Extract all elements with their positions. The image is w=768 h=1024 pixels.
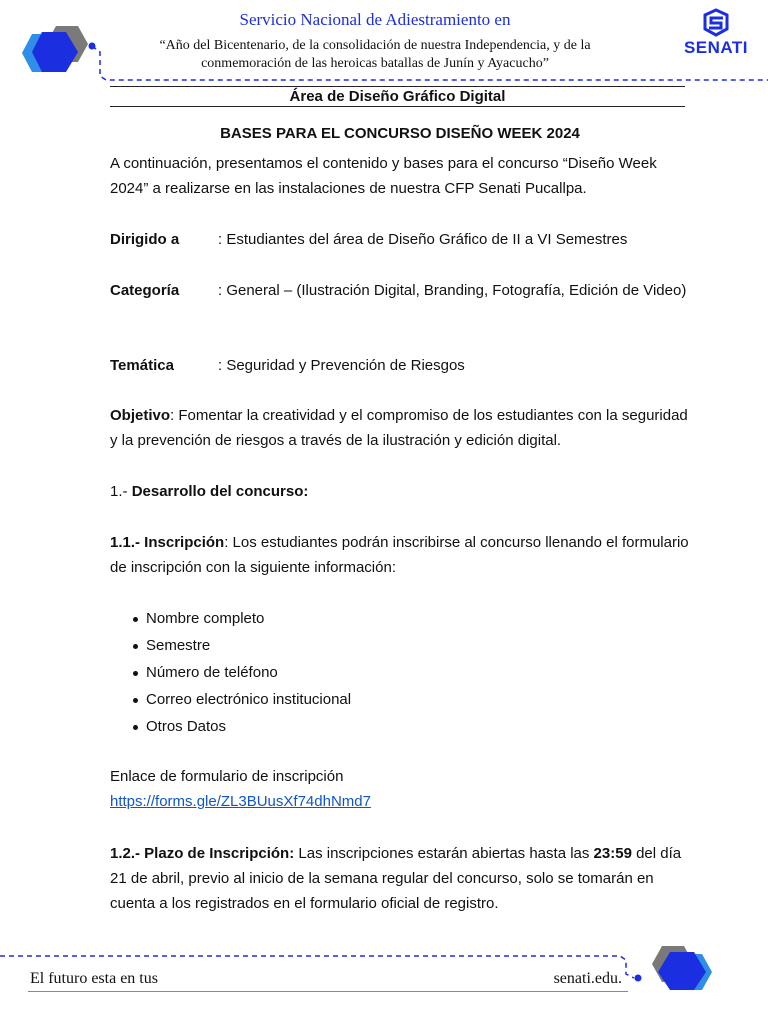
section-1-title: Desarrollo del concurso:	[131, 483, 309, 500]
footer-divider	[28, 991, 628, 992]
list-item: Número de teléfono	[110, 659, 351, 686]
header-institution-title: Servicio Nacional de Adiestramiento en	[239, 10, 511, 29]
section-1-2-time: 23:59	[593, 845, 632, 862]
connector-dot-icon	[635, 975, 642, 982]
section-1-2-text-end: del día 21 de abril, previo al inicio de la semana regular del concurso, solo se tomarán en cuenta a los registrados en el formulario oficial de registro.	[110, 845, 682, 912]
field-value: : Seguridad y Prevención de Riesgos	[218, 357, 465, 374]
enlace-block	[110, 764, 690, 814]
registration-info-list	[110, 605, 351, 740]
footer-slogan: El futuro esta en tus	[30, 970, 158, 987]
header-hexagon-decoration	[20, 24, 88, 74]
intro-paragraph: A continuación, presentamos el contenido y bases para el concurso “Diseño Week 2024” a realizarse en las instalaciones de nuestra CFP Senati Pucallpa.	[110, 155, 657, 197]
section-1-number: 1.-	[110, 483, 132, 500]
header-motto-line-2: conmemoración de las heroicas batallas de Junín y Ayacucho”	[201, 56, 549, 71]
objetivo-paragraph	[110, 403, 690, 453]
list-item: Correo electrónico institucional	[110, 686, 351, 713]
field-label: Dirigido a	[110, 231, 180, 248]
section-1-2-paragraph	[110, 841, 690, 916]
senati-logo-text: SENATI	[683, 38, 749, 57]
footer-website: senati.edu.	[553, 970, 622, 987]
section-1-heading	[110, 479, 690, 504]
header-motto	[110, 37, 640, 73]
section-1-1-paragraph	[110, 530, 690, 580]
field-tematica	[110, 353, 690, 378]
list-item: Otros Datos	[110, 713, 351, 740]
field-label: Categoría	[110, 282, 180, 299]
registration-form-link[interactable]: https://forms.gle/ZL3BUusXf74dhNmd7	[110, 793, 371, 810]
field-value: : General – (Ilustración Digital, Branding, Fotografía, Edición de Video)	[218, 282, 687, 299]
section-1-2-label: 1.2.- Plazo de Inscripción:	[110, 845, 295, 862]
enlace-label: Enlace de formulario de inscripción	[110, 768, 344, 785]
section-1-1-label: 1.1.- Inscripción	[110, 534, 225, 551]
section-1-2-text: Las inscripciones estarán abiertas hasta las	[294, 845, 594, 862]
field-categoria	[110, 278, 690, 303]
field-value: : Estudiantes del área de Diseño Gráfico de II a VI Semestres	[218, 231, 628, 248]
field-label: Temática	[110, 357, 174, 374]
list-item: Nombre completo	[110, 605, 351, 632]
objetivo-label: Objetivo	[110, 407, 171, 424]
area-title: Área de Diseño Gráfico Digital	[110, 86, 685, 107]
document-heading: BASES PARA EL CONCURSO DISEÑO WEEK 2024	[220, 125, 580, 142]
section-1-1-text: : Los estudiantes podrán inscribirse al concurso llenando el formulario de inscripción con la siguiente información:	[110, 534, 689, 576]
list-item: Semestre	[110, 632, 351, 659]
footer-hexagon-decoration	[650, 944, 716, 992]
field-dirigido	[110, 227, 690, 252]
header-motto-line-1: “Año del Bicentenario, de la consolidación de nuestra Independencia, y de la	[159, 38, 591, 53]
objetivo-text: : Fomentar la creatividad y el compromiso de los estudiantes con la seguridad y la prevención de riesgos a través de la ilustración y edición digital.	[110, 407, 688, 449]
